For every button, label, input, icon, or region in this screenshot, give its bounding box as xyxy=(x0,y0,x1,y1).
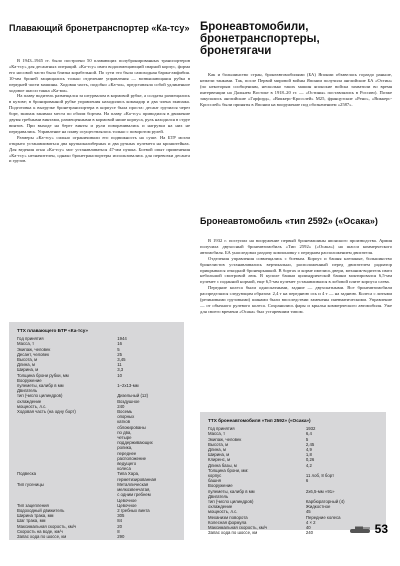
spec-key: Толщина брони, мм: xyxy=(208,467,249,473)
paragraph: На плаву водитель размещался за штурвалом в кормовой рубке, а солдаты размещались в кузове; в бронированной рубке управления находились командир и два члена экипажа. Подготовка к выгрузке бронетранспортера в корпусе была проста: десант грузился через борт, экипаж занимал места по обоим бортам. На плаву «Ка-тсу» приводился в движение двумя гребными винтами, размещенными в кормовой нише корпуса, руль находился в струе винтов. При выходе на берег винты и рули поворачивались и нагрузки на них не передавались. Управление на плаву осуществлялось только с поворотом рулей. xyxy=(9,93,190,134)
spec-key: Ширина, м xyxy=(208,452,230,458)
right-body-text-upper xyxy=(200,72,392,107)
spec-key: Тип гусеницы xyxy=(17,481,44,487)
spec-value: 5 xyxy=(117,346,120,352)
spec-row xyxy=(17,471,184,481)
spec-key: Двигатель xyxy=(17,388,38,394)
left-heading: Плавающий бронетранспортер «Ка-тсу» xyxy=(9,23,190,33)
spec-value: 45 xyxy=(305,509,311,515)
spec-value: 4,2 xyxy=(305,462,312,468)
spec-value: 2 гребных винта xyxy=(117,507,150,513)
spec-key: Двигатель xyxy=(208,493,229,499)
spec-key: Колесная формула xyxy=(208,519,247,525)
paragraph: Размеры «Ка-тсу» сильно ограничивали его подвижность на суше. На БТР могли открыто устанавливаться два крупнокалиберных и два ручных пулемета на кронштейнах. Для ведения огня «Ка-тсу» мог устанавливаться 47-мм пушка. Боевой опыт применения «Ка-тсу» незначителен, однако бронетранспортеры использовались для перевозки десанта и грузов. xyxy=(9,134,190,164)
left-column xyxy=(9,0,190,539)
spec-key: охлаждение xyxy=(17,398,42,404)
spec-value: 8 xyxy=(117,528,120,534)
spec-key: тип (число цилиндров) xyxy=(17,393,63,399)
spec-value: 25 xyxy=(117,351,122,357)
spec-value: Металлическая мелкозвенчатая, с одним гребнем Цевочное xyxy=(117,481,151,503)
spec-value: 2х6,5-мм «91» xyxy=(305,488,335,494)
tank-icon xyxy=(349,525,371,534)
spec-key: Подвеска xyxy=(17,471,37,477)
spec-key: Ходовая часть (на одну борт) xyxy=(17,409,76,415)
spec-table-title: ТТХ плавающего БТР «Ка-тсу» xyxy=(17,328,89,333)
paragraph: Как и большинство стран, бронеавтомобилями (БА) Японии обзавелась гораздо раньше, нежели танками. Так, после Первой мировой войны Японии получила английские БА «Остин» (по некоторым сообщениям, несколько таких машин японские войска захватили во время интервенции на Дальнем Востоке в 1918–20 гг. — «Остины» поставлялись в Россию). Позже закупались английские «Гарфорд», «Виккерс-Кросслей» M25, французские «Рено», «Виккерс-Кросслей» были приняты в Японии на вооружение под обозначением «2587». xyxy=(200,72,392,107)
spec-key: Запас хода по шоссе, км xyxy=(208,530,258,536)
spec-value: 11 лоб, 8 борт xyxy=(305,473,335,479)
spec-value: 4,9 xyxy=(305,447,312,453)
spec-value: Восемь опорных катков сблокированы по два, четыре поддерживающих ролика, переднее расположение ведущего колеса xyxy=(117,409,153,472)
spec-key: Тип зацепления xyxy=(17,502,49,508)
spec-key: тип (число цилиндров) xyxy=(208,499,254,505)
spec-value: 0,26 xyxy=(305,457,315,463)
spec-key: Запас хода по шоссе, км xyxy=(17,533,67,539)
spec-key: Максимальная скорость, км/ч xyxy=(208,525,268,531)
spec-key: Клиренс, м xyxy=(208,457,231,463)
spec-value: 240 xyxy=(117,403,125,409)
spec-key: Масса, т xyxy=(208,431,226,437)
spec-value: 3,45 xyxy=(117,357,126,363)
spec-value: 2,45 xyxy=(305,441,315,447)
spec-value: 10 xyxy=(117,372,122,378)
spec-key: Год принятия xyxy=(208,426,235,432)
spec-value: Жидкостное xyxy=(305,504,331,510)
spec-value: Дизельный (12) xyxy=(117,393,149,399)
spec-value: 5 xyxy=(305,436,309,442)
spec-value: 84 xyxy=(117,518,122,524)
spec-key: мощность, л.с. xyxy=(208,509,238,515)
spec-value: 6 xyxy=(305,478,309,484)
spec-key: Вооружение xyxy=(208,483,233,489)
spec-key: Длина, м xyxy=(17,362,35,368)
spec-value: 6,4 xyxy=(305,431,312,437)
spec-value: 40 xyxy=(305,525,311,531)
right-heading: Бронеавтомобили, бронетранспортеры, бронетягачи xyxy=(200,21,320,57)
spec-table-title: ТТХ бронеавтомобиля «Тип 2592» («Осака») xyxy=(208,418,311,423)
spec-value: 1932 xyxy=(305,426,316,432)
spec-key: Длина базы, м xyxy=(208,462,237,468)
left-body-text xyxy=(9,58,190,164)
spec-value: Типа Хара, герметизированная xyxy=(117,471,157,482)
spec-key: охлаждение xyxy=(208,504,233,510)
spec-key: Экипаж, человек xyxy=(17,346,51,352)
spec-key: Ширина трака, мм xyxy=(17,513,54,519)
spec-value: Карбюраторный (4) xyxy=(305,499,345,505)
spec-key: пулеметы, калибр в мм xyxy=(17,383,64,389)
paragraph: В 1943–1945 гг. было построено 50 плавающих полубронированных транспортеров «Ка-тсу» для десантных операций. «Ка-тсу» имел водоизмещающий сварной корпус, форма его носовой части была близка корабельной. По сути это была самоходная баржа-амфибия. 10-мм броней защищались только отделение управления — возвышающаяся рубка в передней части машины. Ходовая часть, подобно «Ка-чи», представляла собой удлиненное ходовое шасси танка «Ка-ми». xyxy=(9,58,190,93)
spec-value: 4 × 2 xyxy=(305,519,316,525)
page-footer xyxy=(349,522,388,536)
spec-key: Длина, м xyxy=(208,447,226,453)
spec-key: Высота, м xyxy=(208,441,229,447)
paragraph: Передние колеса были односкатными, задние — двухскатными. Все бронеавтомобили распределялся следующим образом: 2,4 т на переднюю ось и 4 т — на заднюю. Колеса с литыми (резиновыми грузовыми) шинами были впоследствии заменены пневматическими. Управление — от обычного рулевого колеса. Сохранились фары и крылья коммерческого автомобиля. Уже для своего времени «Осака» был устаревшим типом. xyxy=(200,285,392,314)
spec-key: пулеметы, калибр в мм xyxy=(208,488,255,494)
spec-rows xyxy=(208,426,386,535)
spec-value: 1–2х13-мм xyxy=(117,383,139,389)
spec-key: Максимальная скорость, км/ч xyxy=(17,523,77,529)
spec-value: 3,3 xyxy=(117,367,124,373)
section-subheading: Бронеавтомобиль «тип 2592» («Осака») xyxy=(200,216,378,226)
spec-key: Шаг трака, мм xyxy=(17,518,46,524)
spec-key: Масса, т xyxy=(17,341,35,347)
spec-value: 305 xyxy=(117,513,125,519)
spec-key: корпус xyxy=(208,473,222,479)
spec-value: Передние колеса xyxy=(305,514,341,520)
spec-row xyxy=(17,482,184,503)
page-number: 53 xyxy=(374,522,388,536)
spec-key: башня xyxy=(208,478,221,484)
spec-key: Экипаж, человек xyxy=(208,436,242,442)
spec-key: Год принятия xyxy=(17,336,44,342)
spec-value: 240 xyxy=(305,530,314,536)
spec-table-katsu xyxy=(9,322,184,540)
spec-value: Воздушное xyxy=(117,398,140,404)
spec-value: 16 xyxy=(117,341,122,347)
spec-value: 290 xyxy=(117,533,125,539)
spec-key: Ширина, м xyxy=(17,367,39,373)
spec-row xyxy=(17,409,184,471)
spec-value: 20 xyxy=(117,523,122,529)
paragraph: В 1932 г. поступил на вооружение первый бронемашины японского производства. Армия получила двухосный бронеавтомобиль «Тип 2592» («Осака») на шасси коммерческого автомобиля. БА унаследовал раздачу компоновку с передним расположением двигателя. xyxy=(200,238,392,255)
spec-key: Водоходный движитель xyxy=(17,507,65,513)
paragraph: Отделения управления совмещались с боевым. Корпус и башня клепаные, большинство бронелистов устанавливались вертикально, расположенный перед двигателем радиатор прикрывался откидной бронекрышкой. В бортах и корме имелись двери, механик-водитель имел небольшой смотровой люк. В куполе башни цилиндрической башни монтировался 6,5-мм пулемет с поданной нормой, еще 6,5-мм пулемет устанавливался в лобовой плите корпуса слева. xyxy=(200,255,392,285)
spec-value: 1,8 xyxy=(305,452,312,458)
spec-value: 11 xyxy=(117,362,122,368)
spec-value: Цевочное xyxy=(117,502,137,508)
right-body-text-lower xyxy=(200,238,392,315)
spec-key: Механизм поворота xyxy=(208,514,248,520)
spec-value: 1944 xyxy=(117,336,127,342)
spec-row xyxy=(17,534,184,539)
spec-rows xyxy=(17,336,184,539)
spec-key: Вооружение xyxy=(17,377,42,383)
spec-key: Толщина брони рубки, мм xyxy=(17,372,69,378)
spec-key: Высота, м xyxy=(17,357,38,363)
spec-key: Скорость на воде, км/ч xyxy=(17,528,63,534)
spec-key: мощность, л.с. xyxy=(17,403,47,409)
spec-key: Десант, человек xyxy=(17,351,50,357)
